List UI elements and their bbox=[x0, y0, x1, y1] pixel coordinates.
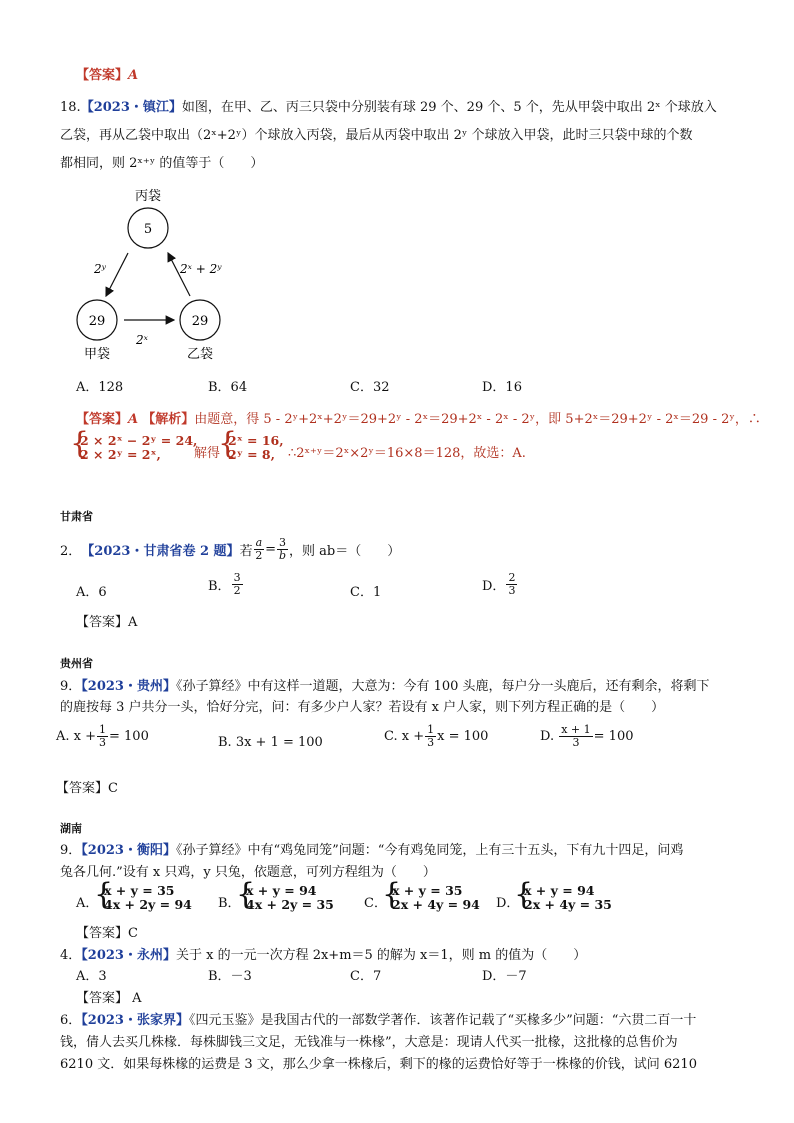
arrow-jia-to-yi-label: 2ˣ bbox=[136, 333, 148, 347]
hunan-q4-answer: 【答案】 A bbox=[76, 991, 142, 1006]
question-number: 18. bbox=[60, 100, 81, 115]
question-text: 《四元玉鉴》是我国古代的一部数学著作．该著作记载了“买椽多少”问题：“六贯二百一十 bbox=[188, 1013, 697, 1028]
guizhou-line2: 的鹿按每 3 户共分一头，恰好分完，问：有多少户人家？若设有 x 户人家，则下列方程正确的是（ ） bbox=[60, 700, 665, 715]
q18-line1 bbox=[60, 96, 717, 115]
province-heading-hunan: 湖南 bbox=[60, 822, 82, 835]
q18-option-b: B．64 bbox=[208, 380, 248, 395]
hunan-q9-line1 bbox=[60, 839, 683, 858]
fraction-2-over-3: $\frac{2}{3}$ bbox=[508, 571, 516, 597]
hunan-q4-option-b: B．－3 bbox=[208, 969, 252, 984]
bag-transfer-diagram bbox=[60, 178, 240, 368]
question-source-tag: 【2023・张家界】 bbox=[81, 1013, 189, 1028]
fraction-1-over-3: $\frac{1}{3}$ bbox=[427, 723, 435, 749]
question-text: 关于 x 的一元一次方程 2x+m＝5 的解为 x＝1，则 m 的值为（ ） bbox=[175, 948, 587, 963]
question-text: 《孙子算经》中有这样一道题，大意为：今有 100 头鹿，每户分一头鹿后，还有剩余，将剩下 bbox=[175, 679, 710, 694]
fraction-1-over-3: $\frac{1}{3}$ bbox=[99, 723, 107, 749]
system1 bbox=[80, 434, 197, 462]
question-source-tag: 【2023・镇江】 bbox=[80, 100, 182, 115]
gansu-option-a: A．6 bbox=[76, 585, 107, 600]
guizhou-option-b: B. 3x + 1 = 100 bbox=[218, 735, 323, 750]
analysis-text: 由题意，得 5 - 2ʸ+2ˣ+2ʸ＝29+2ʸ - 2ˣ＝29+2ˣ - 2ˣ - 2ʸ，即 5+2ˣ＝29+2ʸ - 2ˣ＝29 - 2ʸ，∴ bbox=[194, 412, 761, 427]
question-source-tag: 【2023・衡阳】 bbox=[81, 843, 176, 858]
stem-after: ，则 ab＝（ ） bbox=[289, 544, 401, 559]
system2-row2: 2ʸ = 8, bbox=[228, 447, 275, 462]
arrow-bing-to-jia-label: 2ʸ bbox=[94, 262, 106, 276]
hunan-q9-line2: 兔各几何.”设有 x 只鸡，y 只兔，依题意，可列方程组为（ ） bbox=[60, 865, 436, 880]
bag-yi-value: 29 bbox=[191, 314, 209, 329]
fraction-a-over-2: $\frac{a}{2}$ bbox=[255, 536, 263, 562]
q18-line2: 乙袋，再从乙袋中取出（2ˣ+2ʸ）个球放入丙袋，最后从丙袋中取出 2ʸ 个球放入甲袋，此时三只袋中球的个数 bbox=[60, 128, 693, 143]
hunan-q4-option-d: D．－7 bbox=[482, 969, 527, 984]
guizhou-line1 bbox=[60, 675, 710, 694]
equals-sign: = bbox=[265, 542, 277, 557]
fraction-x-plus-1-over-3: $\frac{x + 1}{3}$ bbox=[561, 723, 591, 749]
system1-brace: { bbox=[70, 426, 90, 461]
answer-value: A bbox=[128, 68, 139, 83]
system1-row1: 2 × 2ˣ − 2ʸ = 24, bbox=[80, 433, 198, 448]
gansu-question-line bbox=[60, 537, 400, 562]
question-number: 2． bbox=[60, 544, 82, 559]
system2-row1: 2ˣ = 16, bbox=[228, 433, 284, 448]
bag-bing-label: 丙袋 bbox=[134, 189, 162, 204]
question-source-tag: 【2023・永州】 bbox=[81, 948, 176, 963]
gansu-answer: 【答案】A bbox=[76, 615, 138, 630]
guizhou-option-a: A. x + $\frac{1}{3}$ = 100 bbox=[56, 723, 149, 749]
system2 bbox=[228, 434, 284, 462]
hunan-q6-line1 bbox=[60, 1009, 696, 1028]
analysis-label: 【解析】 bbox=[142, 412, 195, 427]
hunan-q4-line bbox=[60, 944, 586, 963]
bag-jia-label: 甲袋 bbox=[83, 347, 111, 362]
guizhou-option-d: D. $\frac{x + 1}{3}$ = 100 bbox=[540, 723, 634, 749]
gansu-option-c: C．1 bbox=[350, 585, 382, 600]
arrow-bing-to-jia bbox=[106, 253, 128, 296]
fraction-3-over-2: $\frac{3}{2}$ bbox=[233, 571, 241, 597]
bag-bing-value: 5 bbox=[143, 222, 153, 237]
hunan-q9-answer: 【答案】C bbox=[76, 926, 138, 941]
gansu-option-b: B． $\frac{3}{2}$ bbox=[208, 571, 241, 597]
question-number: 4． bbox=[60, 948, 82, 963]
question-source-tag: 【2023・贵州】 bbox=[81, 679, 176, 694]
hunan-q4-option-a: A．3 bbox=[76, 969, 107, 984]
hunan-q6-line3: 6210 文．如果每株椽的运费是 3 文，那么少拿一株椽后，剩下的椽的运费恰好等于一株椽的价钱，试问 6210 bbox=[60, 1057, 697, 1072]
q18-solution-line bbox=[76, 408, 761, 427]
guizhou-option-c: C. x + $\frac{1}{3}$ x = 100 bbox=[384, 723, 489, 749]
hunan-q4-option-c: C．7 bbox=[350, 969, 382, 984]
hunan-q6-line2: 钱，倩人去买几株椽．每株脚钱三文足，无钱准与一株椽”，大意是：现请人代买一批椽，这批椽的总售价为 bbox=[60, 1035, 678, 1050]
conclusion-text: ∴2ˣ⁺ʸ＝2ˣ×2ʸ＝16×8＝128，故选：A. bbox=[288, 446, 526, 461]
question-text: 《孙子算经》中有“鸡兔同笼”问题：“今有鸡兔同笼，上有三十五头，下有九十四足，问鸡 bbox=[175, 843, 684, 858]
prev-answer bbox=[76, 64, 138, 83]
bag-jia-value: 29 bbox=[88, 314, 106, 329]
q18-option-d: D．16 bbox=[482, 380, 522, 395]
solve-word: 解得 bbox=[194, 446, 221, 461]
question-source-tag: 【2023・甘肃省卷 2 题】 bbox=[81, 544, 240, 559]
system1-row2: 2 × 2ʸ = 2ˣ, bbox=[80, 447, 161, 462]
fraction-3-over-b: $\frac{3}{b}$ bbox=[279, 536, 287, 562]
province-heading-gansu: 甘肃省 bbox=[60, 510, 93, 523]
q18-line3: 都相同，则 2ˣ⁺ʸ 的值等于（ ） bbox=[60, 156, 264, 171]
solution-answer-label: 【答案】 bbox=[76, 412, 129, 427]
gansu-option-d: D． $\frac{2}{3}$ bbox=[482, 571, 516, 597]
stem-before: 若 bbox=[239, 544, 253, 559]
answer-label: 【答案】 bbox=[76, 68, 129, 83]
arrow-yi-to-bing-label: 2ˣ + 2ʸ bbox=[180, 262, 222, 276]
q18-option-a: A．128 bbox=[76, 380, 124, 395]
question-number: 6． bbox=[60, 1013, 82, 1028]
question-number: 9． bbox=[60, 843, 82, 858]
province-heading-guizhou: 贵州省 bbox=[60, 657, 93, 670]
q18-option-c: C．32 bbox=[350, 380, 390, 395]
bag-yi-label: 乙袋 bbox=[186, 347, 214, 362]
solution-answer-value: A bbox=[128, 412, 139, 427]
system2-brace: { bbox=[218, 426, 238, 461]
question-number: 9． bbox=[60, 679, 82, 694]
guizhou-answer: 【答案】C bbox=[56, 781, 118, 796]
question-text: 如图，在甲、乙、丙三只袋中分别装有球 29 个、29 个、5 个，先从甲袋中取出 2ˣ 个球放入 bbox=[181, 100, 717, 115]
